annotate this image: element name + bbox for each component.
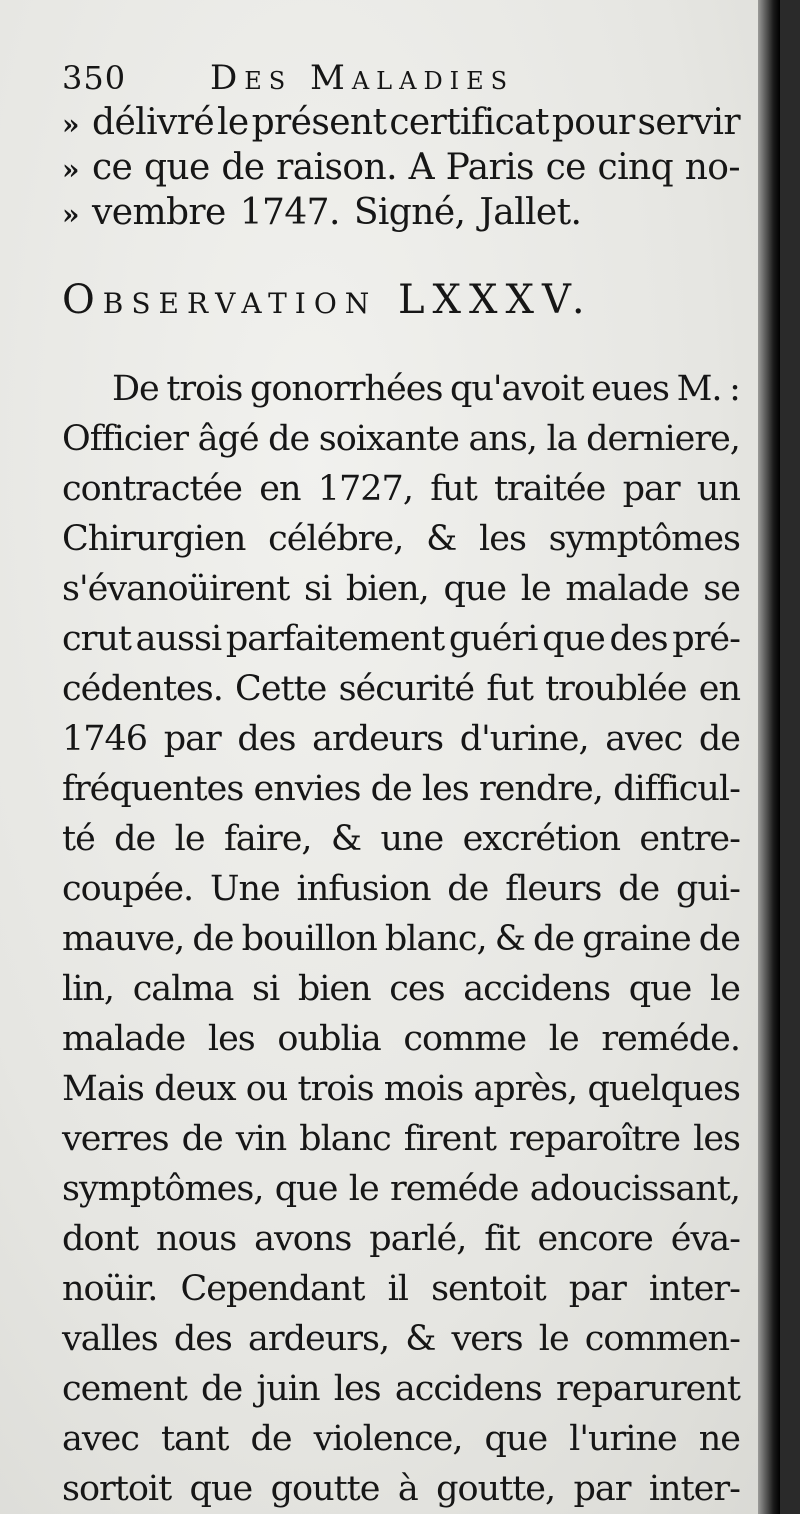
observation-heading: Observation LXXXV.	[62, 277, 593, 323]
certificate-text	[62, 102, 740, 237]
page-number: 350	[62, 59, 127, 97]
body-line: malade les oublia comme le reméde.	[62, 1019, 740, 1059]
running-title: Des Maladies	[210, 58, 515, 98]
body-line: avec tant de violence, que l'urine ne	[62, 1419, 740, 1459]
body-line: sortoit que goutte à goutte, par inter-	[62, 1469, 740, 1509]
certificate-line-text: délivré le présent certificat pour servir	[92, 102, 740, 143]
body-line: Chirurgien célébre, & les symptômes	[62, 519, 740, 559]
body-line: s'évanoüirent si bien, que le malade se	[62, 569, 740, 609]
certificate-line	[62, 102, 740, 147]
body-line: cement de juin les accidens reparurent	[62, 1369, 740, 1409]
body-line: lin, calma si bien ces accidens que le	[62, 969, 740, 1009]
body-line: 1746 par des ardeurs d'urine, avec de	[62, 719, 740, 759]
certificate-line-text: ce que de raison. A Paris ce cinq no-	[92, 147, 740, 188]
body-line: contractée en 1727, fut traitée par un	[62, 469, 740, 509]
body-line: té de le faire, & une excrétion entre-	[62, 819, 740, 859]
body-line: noüir. Cependant il sentoit par inter-	[62, 1269, 740, 1309]
body-line: fréquentes envies de les rendre, difficul-	[62, 769, 740, 809]
quote-mark: »	[62, 153, 80, 186]
page-text-block	[62, 58, 740, 1514]
certificate-line	[62, 147, 740, 192]
body-line: mauve, de bouillon blanc, & de graine de	[62, 919, 740, 959]
certificate-line	[62, 192, 740, 237]
running-head	[62, 58, 740, 102]
body-line: Mais deux ou trois mois après, quelques	[62, 1069, 740, 1109]
body-line: cédentes. Cette sécurité fut troublée en	[62, 669, 740, 709]
body-line: verres de vin blanc firent reparoître les	[62, 1119, 740, 1159]
page-edge-shadow	[758, 0, 780, 1514]
observation-body	[62, 369, 740, 1514]
body-line: coupée. Une infusion de fleurs de gui-	[62, 869, 740, 909]
quote-mark: »	[62, 108, 80, 141]
body-line: Officier âgé de soixante ans, la derniere,	[62, 419, 740, 459]
quote-mark: »	[62, 198, 80, 231]
body-line: crut aussi parfaitement guéri que des pré-	[62, 619, 740, 659]
body-line: De trois gonorrhées qu'avoit eues M. :	[112, 369, 740, 409]
certificate-line-text: vembre 1747. Signé, Jallet.	[92, 192, 582, 233]
body-line: valles des ardeurs, & vers le commen-	[62, 1319, 740, 1359]
body-line: symptômes, que le reméde adoucissant,	[62, 1169, 740, 1209]
body-line: dont nous avons parlé, fit encore éva-	[62, 1219, 740, 1259]
